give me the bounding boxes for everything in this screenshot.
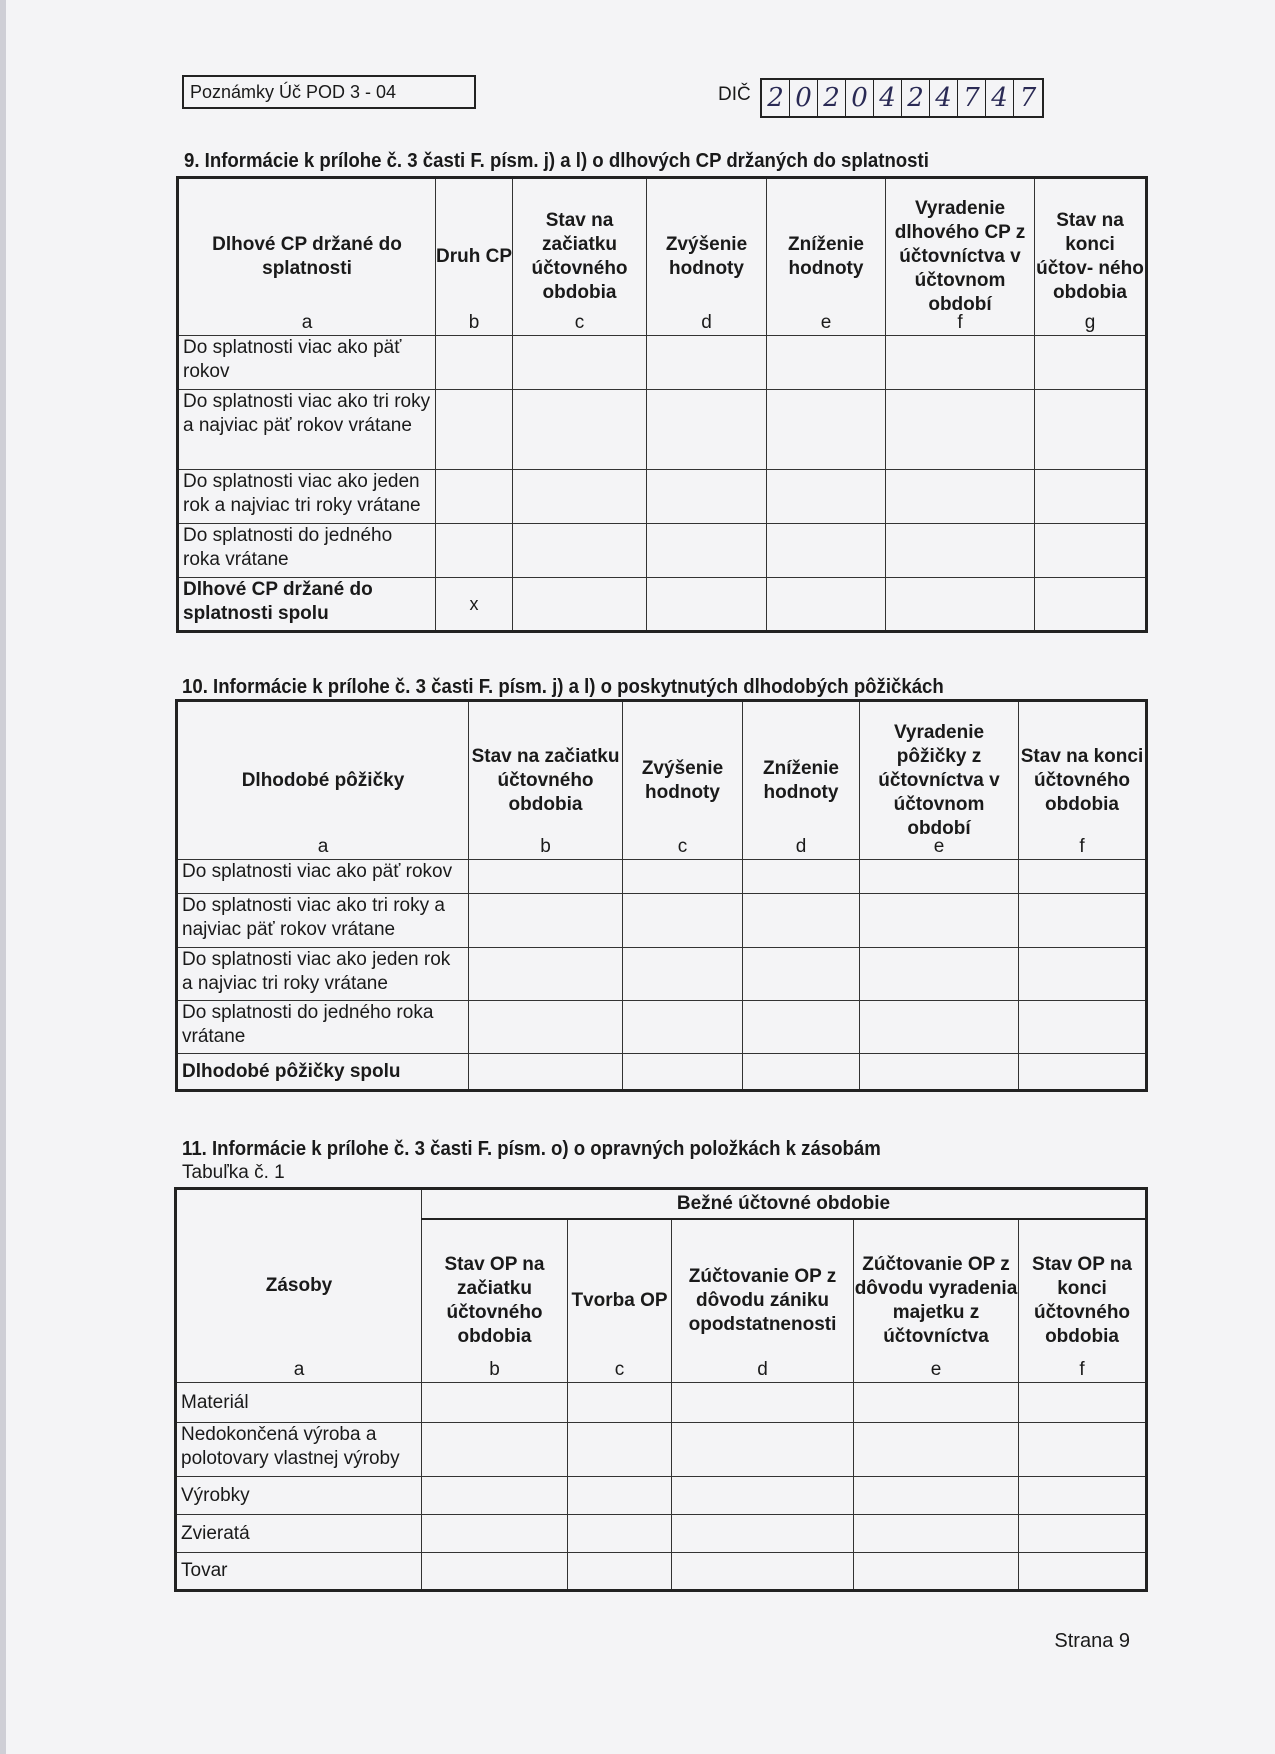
- row-label: Nedokončená výroba a polotovary vlastnej výroby: [176, 1423, 422, 1477]
- table-cell[interactable]: [767, 578, 886, 632]
- table-cell[interactable]: [422, 1423, 568, 1477]
- s9-col-header: Zníženie hodnoty e: [767, 178, 886, 336]
- table-row: [176, 1515, 1147, 1553]
- table-cell[interactable]: [860, 948, 1019, 1001]
- table-cell[interactable]: [1019, 1553, 1147, 1591]
- table-cell[interactable]: [1019, 1515, 1147, 1553]
- row-label: Do splatnosti viac ako tri roky a najviac päť rokov vrátane: [177, 894, 469, 948]
- table-cell[interactable]: [568, 1515, 672, 1553]
- total-row: [177, 1054, 1147, 1091]
- table-cell[interactable]: [568, 1477, 672, 1515]
- table-cell[interactable]: [743, 948, 860, 1001]
- s9-col-header: Vyradenie dlhového CP z účtovníctva v účtovnom období f: [886, 178, 1035, 336]
- s9-col-header: Stav na začiatku účtovného obdobia c: [513, 178, 647, 336]
- table-cell[interactable]: [1019, 1477, 1147, 1515]
- s9-col-header: Stav na konci účtov- ného obdobia g: [1035, 178, 1147, 336]
- row-label: Materiál: [176, 1383, 422, 1423]
- table-cell[interactable]: [568, 1553, 672, 1591]
- total-row: [178, 578, 1147, 632]
- table-cell[interactable]: [1035, 336, 1147, 390]
- table-cell[interactable]: [743, 1001, 860, 1054]
- dic-digit: 4: [986, 80, 1014, 116]
- table-row: [178, 470, 1147, 524]
- table-cell[interactable]: [860, 1001, 1019, 1054]
- page-edge: [0, 0, 6, 1754]
- row-label: Do splatnosti viac ako päť rokov: [177, 860, 469, 894]
- table-cell[interactable]: [767, 470, 886, 524]
- s10-col-header: Stav na konci účtovného obdobia f: [1019, 701, 1147, 860]
- form-id-box: Poznámky Úč POD 3 - 04: [182, 75, 476, 109]
- section10-table: [175, 699, 1148, 1092]
- row-label: Zvieratá: [176, 1515, 422, 1553]
- table-cell[interactable]: [886, 524, 1035, 578]
- dic-digit: 4: [874, 80, 902, 116]
- table-cell[interactable]: [422, 1477, 568, 1515]
- table-cell[interactable]: [436, 336, 513, 390]
- table-cell[interactable]: [672, 1423, 854, 1477]
- table-cell[interactable]: [513, 524, 647, 578]
- s11-col-header: Zúčtovanie OP z dôvodu vyradenia majetku z účtovníctva e: [854, 1219, 1019, 1383]
- group-header: Bežné účtovné obdobie: [422, 1189, 1147, 1219]
- table-cell[interactable]: [469, 948, 623, 1001]
- table-cell[interactable]: [1035, 470, 1147, 524]
- table-cell[interactable]: [623, 1001, 743, 1054]
- table-cell[interactable]: [1019, 1001, 1147, 1054]
- table-cell[interactable]: [436, 524, 513, 578]
- table-cell[interactable]: [672, 1477, 854, 1515]
- table-cell[interactable]: [1019, 948, 1147, 1001]
- s11-col-header: Stav OP na konci účtovného obdobia f: [1019, 1219, 1147, 1383]
- table-cell[interactable]: [672, 1515, 854, 1553]
- s10-col-header: Zníženie hodnoty d: [743, 701, 860, 860]
- table-cell[interactable]: [767, 336, 886, 390]
- s10-col-header: Stav na začiatku účtovného obdobia b: [469, 701, 623, 860]
- table-row: [177, 1001, 1147, 1054]
- table-cell[interactable]: [767, 390, 886, 470]
- table-row: [177, 948, 1147, 1001]
- table-cell[interactable]: [886, 336, 1035, 390]
- table-cell[interactable]: [513, 336, 647, 390]
- dic-digit: 7: [958, 80, 986, 116]
- table-cell[interactable]: [623, 948, 743, 1001]
- table-cell[interactable]: [854, 1553, 1019, 1591]
- table-row: [176, 1553, 1147, 1591]
- table-cell[interactable]: [436, 390, 513, 470]
- dic-digit: 0: [790, 80, 818, 116]
- row-label: Do splatnosti viac ako jeden rok a najviac tri roky vrátane: [178, 470, 436, 524]
- table-row: [176, 1423, 1147, 1477]
- s10-col-header: Vyradenie pôžičky z účtovníctva v účtovnom období e: [860, 701, 1019, 860]
- table-cell[interactable]: [647, 336, 767, 390]
- table-cell[interactable]: [860, 860, 1019, 894]
- table-cell[interactable]: [886, 578, 1035, 632]
- s11-col-header: Zúčtovanie OP z dôvodu zániku opodstatnenosti d: [672, 1219, 854, 1383]
- table-cell[interactable]: [672, 1553, 854, 1591]
- dic-digit: 0: [846, 80, 874, 116]
- s10-col-header: Zvýšenie hodnoty c: [623, 701, 743, 860]
- table-row: [177, 860, 1147, 894]
- table-cell[interactable]: [422, 1383, 568, 1423]
- table-cell[interactable]: [568, 1423, 672, 1477]
- s11-col-header: Zásoby a: [176, 1189, 422, 1383]
- table-cell[interactable]: [672, 1383, 854, 1423]
- table-cell[interactable]: [513, 578, 647, 632]
- table-row: [176, 1383, 1147, 1423]
- table-cell[interactable]: [647, 578, 767, 632]
- s9-col-header: Druh CP b: [436, 178, 513, 336]
- table-cell[interactable]: [767, 524, 886, 578]
- dic-digit: 2: [762, 80, 790, 116]
- dic-boxes: [760, 78, 1044, 118]
- table-cell[interactable]: [1019, 1054, 1147, 1091]
- total-label: Dlhové CP držané do splatnosti spolu: [178, 578, 436, 632]
- table-row: [178, 524, 1147, 578]
- table-cell[interactable]: [854, 1423, 1019, 1477]
- s11-col-header: Stav OP na začiatku účtovného obdobia b: [422, 1219, 568, 1383]
- total-label: Dlhodobé pôžičky spolu: [177, 1054, 469, 1091]
- s9-col-header: Zvýšenie hodnoty d: [647, 178, 767, 336]
- table-cell[interactable]: [1035, 578, 1147, 632]
- table-cell[interactable]: [1019, 1423, 1147, 1477]
- table-cell[interactable]: [860, 894, 1019, 948]
- row-label: Do splatnosti do jedného roka vrátane: [178, 524, 436, 578]
- dic-digit: 2: [902, 80, 930, 116]
- s10-col-header: Dlhodobé pôžičky a: [177, 701, 469, 860]
- table-cell[interactable]: [854, 1383, 1019, 1423]
- table-row: [178, 390, 1147, 470]
- section11-table: [174, 1187, 1148, 1592]
- table-cell[interactable]: [436, 470, 513, 524]
- dic-label: DIČ: [718, 84, 751, 105]
- table-cell[interactable]: [513, 470, 647, 524]
- section11-title: 11. Informácie k prílohe č. 3 časti F. písm. o) o opravných položkách k zásobám: [182, 1138, 881, 1160]
- table-cell[interactable]: [422, 1553, 568, 1591]
- table-cell[interactable]: [743, 894, 860, 948]
- table-cell[interactable]: [1019, 894, 1147, 948]
- table-cell[interactable]: [1019, 860, 1147, 894]
- table-cell[interactable]: [623, 1054, 743, 1091]
- table-cell[interactable]: [469, 1054, 623, 1091]
- table-cell[interactable]: [623, 860, 743, 894]
- table-cell[interactable]: [1035, 390, 1147, 470]
- table-cell[interactable]: [623, 894, 743, 948]
- section9-table: [176, 176, 1148, 633]
- table-cell[interactable]: [886, 470, 1035, 524]
- row-label: Výrobky: [176, 1477, 422, 1515]
- row-label: Tovar: [176, 1553, 422, 1591]
- table-cell[interactable]: [469, 860, 623, 894]
- page-number: Strana 9: [1054, 1630, 1130, 1652]
- table-cell[interactable]: [854, 1477, 1019, 1515]
- table-row: [178, 336, 1147, 390]
- section11-subtitle: Tabuľka č. 1: [182, 1162, 285, 1183]
- row-label: Do splatnosti viac ako jeden rok a najviac tri roky vrátane: [177, 948, 469, 1001]
- table-cell[interactable]: [886, 390, 1035, 470]
- dic-digit: 7: [1019, 83, 1037, 113]
- table-cell[interactable]: [647, 390, 767, 470]
- table-cell[interactable]: [647, 470, 767, 524]
- table-cell[interactable]: [860, 1054, 1019, 1091]
- table-cell[interactable]: [743, 1054, 860, 1091]
- table-row: [176, 1477, 1147, 1515]
- table-cell[interactable]: [854, 1515, 1019, 1553]
- row-label: Do splatnosti viac ako tri roky a najviac päť rokov vrátane: [178, 390, 436, 470]
- table-cell[interactable]: [1035, 524, 1147, 578]
- row-label: Do splatnosti do jedného roka vrátane: [177, 1001, 469, 1054]
- table-cell[interactable]: [1019, 1383, 1147, 1423]
- section9-title: 9. Informácie k prílohe č. 3 časti F. písm. j) a l) o dlhových CP držaných do splatnosti: [184, 150, 929, 172]
- not-applicable-mark: x: [436, 578, 513, 632]
- dic-digit: 2: [818, 80, 846, 116]
- table-cell[interactable]: [743, 860, 860, 894]
- table-cell[interactable]: [469, 894, 623, 948]
- section10-title: 10. Informácie k prílohe č. 3 časti F. písm. j) a l) o poskytnutých dlhodobých pôžičkách: [182, 676, 944, 698]
- table-cell[interactable]: [647, 524, 767, 578]
- table-cell[interactable]: [469, 1001, 623, 1054]
- table-cell[interactable]: [568, 1383, 672, 1423]
- table-cell[interactable]: [513, 390, 647, 470]
- s11-col-header: Tvorba OP c: [568, 1219, 672, 1383]
- dic-digit: 4: [930, 80, 958, 116]
- row-label: Do splatnosti viac ako päť rokov: [178, 336, 436, 390]
- table-cell[interactable]: [422, 1515, 568, 1553]
- table-row: [177, 894, 1147, 948]
- s9-col-header: Dlhové CP držané do splatnosti a: [178, 178, 436, 336]
